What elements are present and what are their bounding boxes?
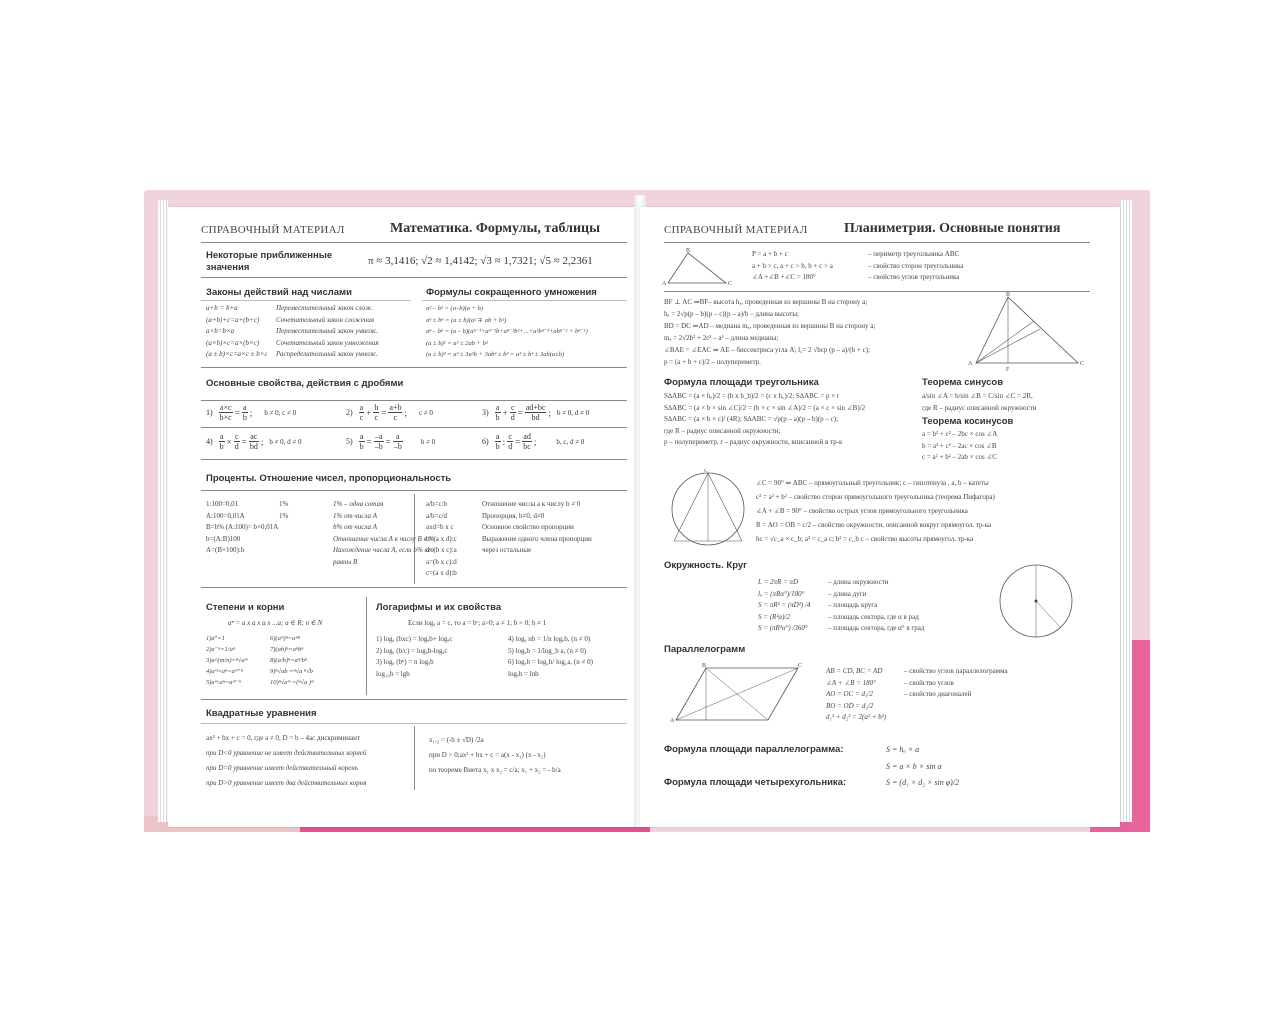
circle-diagram-icon <box>996 559 1080 643</box>
fraction-rule-2: 2) $\frac{a}{c}$ + $\frac{b}{c}$ = $\frac{a+b}{c}$ ; c ≠ 0 <box>346 403 433 422</box>
fractions-title: Основные свойства, действия с дробями <box>206 378 404 389</box>
tri-lines: BF ⊥ AC ⇒BF– высота hₐ, проведенная из вершины B на сторону a; hₐ = 2√p(p – b)(p – c)(p – a)/b – длина высоты; BD = DC ⇒AD – медиана mₐ, проведенная из вершины B на сторону a; mₐ = 2√2b² + 2c² – a² – длина медианы; ∠BAE = ∠EAC ⇒ AE – биссектриса угла A; l꜀= 2 √bcp (p – a)/(b + c); p = (a + b + c)/2 – полупериметр. <box>664 298 876 366</box>
fraction-rule-5: 5) $\frac{a}{b}$ = $\frac{-a}{-b}$ = $\frac{a}{-b}$ b ≠ 0 <box>346 432 436 451</box>
cosines-title: Теорема косинусов <box>922 416 1014 427</box>
approx-formula: π ≈ 3,1416; √2 ≈ 1,4142; √3 ≈ 1,7321; √5 ≈ 2,2361 <box>368 255 593 267</box>
svg-text:C: C <box>704 469 708 474</box>
para-area-f2: S = a × b × sin α <box>886 762 942 771</box>
right-header-label: СПРАВОЧНЫЙ МАТЕРИАЛ <box>664 224 808 236</box>
abbr-title: Формулы сокращенного умножения <box>426 287 597 298</box>
svg-text:B: B <box>1006 292 1011 298</box>
para-right: – свойство углов параллелограмма – свойство углов – свойство диагоналей <box>904 667 1008 698</box>
laws-formulas: a+b = b+a (a+b)+c=a+(b+c) a×b=b×a (a×b)×c=a×(b×c) (a ± b)×c=a×c ± b×c <box>206 304 268 358</box>
para-left: AB = CD, BC = AD ∠A + ∠B = 180° AO = OC = d₁/2 BO = OD = d₂/2 d₁² + d₂² = 2(a² + b²) <box>826 667 887 721</box>
triangle-diagram-icon <box>662 247 734 287</box>
svg-text:C: C <box>728 281 733 287</box>
parallelogram-diagram-icon <box>670 662 804 724</box>
left-header-label: СПРАВОЧНЫЙ МАТЕРИАЛ <box>201 224 345 236</box>
percent-col4: a/b=c:b a/b=c/d axd=b x c b=(a x d):c d=(b x c):a a=(b x c):d c=(a x d):b <box>426 500 457 577</box>
quad-title: Квадратные уравнения <box>206 708 317 719</box>
fraction-rule-3: 3) $\frac{a}{b}$ + $\frac{c}{d}$ = $\frac{ad+bc}{bd}$ ; b ≠ 0, d ≠ 0 <box>482 403 590 422</box>
quad-area-title: Формула площади четырехугольника: <box>664 777 847 788</box>
fraction-rule-1: 1) $\frac{a\times c}{b\times c}$ = $\frac{a}{b}$ ; b ≠ 0, c ≠ 0 <box>206 403 297 422</box>
svg-text:C: C <box>798 663 803 669</box>
percent-title: Проценты. Отношение чисел, пропорциональность <box>206 473 452 484</box>
percent-col2: 1% 1% <box>279 500 289 520</box>
cosines-lines: a = b² + c² – 2bc × cos ∠A b = a² + c² – 2ac × cos ∠B c = a² + b² – 2ab × cos ∠C <box>922 430 998 461</box>
circle-title: Окружность. Круг <box>664 560 748 571</box>
percent-col3: 1% – одна сотая 1% от числа А b% от числа А Отношение числа А к числу В в % Нахождение числа А, если b% его равны В <box>333 500 435 566</box>
approx-title-l2: значения <box>206 262 250 273</box>
tri-props-left: P = a + b + c a + b > c, a + c > b, b + c > a ∠A +∠B +∠C = 180° <box>752 250 833 281</box>
sines-title: Теорема синусов <box>922 377 1004 388</box>
left-header-title: Математика. Формулы, таблицы <box>390 221 601 236</box>
laws-descriptions: Переместительный закон слож. Сочетательный закон сложения Переместительный закон умнож. Сочетательный закон умножения Распределительный закон умнож. <box>276 304 379 358</box>
quad-left: ax² + bx + c = 0, где a ≠ 0, D = b – 4ac дискриминант при D<0 уравнение не имеет действительных корней при D=0 уравнение имеет действительный корень при D>0 уравнение имеет два действительных корня <box>206 734 367 787</box>
powers-def: aⁿ = a x a x a x ...a; a ∈ R; n ∈ N <box>228 619 323 627</box>
right-tri-lines: ∠C = 90° ⇒ ABC – прямоугольный треугольник; c – гипотенуза , a, b – катеты c² = a² + b² – свойство сторон прямоугольного треугольника (теорема Пифагора) ∠A + ∠B = 90° – свойство острых углов прямоугольного треугольника R = AO = OB = c/2 – свойство окружности, описанной вокруг прямоугол. тр-ка hc = √c_a × c_b; a² = c_a c; b² = c_b c – свойство высоты прямоугол. тр-ка <box>756 479 995 543</box>
laws-title: Законы действий над числами <box>206 287 352 298</box>
svg-text:B: B <box>686 248 691 254</box>
circle-right: – длина окружности – длина дуги – площадь круга – площадь сектора, где α в рад – площадь сектора, где α° в град <box>828 578 925 632</box>
right-page <box>640 207 1120 827</box>
para-title: Параллелограмм <box>664 644 746 655</box>
triangle-heights-diagram-icon <box>968 291 1088 371</box>
svg-text:B: B <box>702 663 707 669</box>
svg-text:A: A <box>670 718 675 724</box>
sines-lines: a/sin ∠A = b/sin ∠B = C/sin ∠C = 2R, где R – радиус описанной окружности <box>922 392 1037 412</box>
svg-text:F: F <box>1006 367 1010 371</box>
powers-title: Степени и корни <box>206 602 285 613</box>
logs-def: Если logₐ a = c, то a = bᶜ; a>0; a ≠ 1; b > 0; b ≠ 1 <box>408 619 547 627</box>
fraction-rule-6: 6) $\frac{a}{b}$ : $\frac{c}{d}$ = $\frac{ad}{bc}$ ; b, c, d ≠ 0 <box>482 432 585 451</box>
abbr-formulas: a² – b² = (a–b)(a + b) aⁿ ± bⁿ = (a ± b)(a² ∓ ab + b²) aⁿ – bⁿ = (a – b)(aⁿ⁻¹+aⁿ⁻²b+aⁿ⁻³b²+...+a²bⁿ⁻³+abⁿ⁻² + bⁿ⁻¹) (a ± b)² = a² ± 2ab + b² (a ± b)³ = a³ ± 3a²b + 3ab² ± b³ = a³ ± b³ ± 3ab(a±b) <box>426 305 588 358</box>
logs-right: 4) logₐ nb = 1/n logₐb, (n ≠ 0) 5) logₐb = 1/log_b a, (n ≠ 0) 6) logₐb = log꜀b/ log꜀a, (n ≠ 0) logₑb = lnb <box>508 635 593 678</box>
percent-col5: Отношение числа a к числу b ≠ 0 Пропорция, b≠0, d≠0 Основное свойство пропорции Выражение одного члена пропорции через остальные <box>482 500 592 554</box>
svg-text:A: A <box>662 281 667 287</box>
quad-area-f: S = (d₁ × d₂ × sin φ)/2 <box>886 778 960 787</box>
right-header-title: Планиметрия. Основные понятия <box>844 221 1061 236</box>
area-lines: S∆ABC = (a × hₐ)/2 = (b x h_b)/2 = (c x h꜀)/2; S∆ABC = p × r S∆ABC = (a × b × sin ∠C)/2 = (b × c × sin ∠A)/2 = (a × c × sin ∠B)/2 S∆ABC = (a × b × c)/ (4R); S∆ABC = √p(p – a)(p – b)(p – c); где R – радиус описанной окружности; p – полупериметр, r – радиус окружности, вписанной в тр-к <box>664 392 866 446</box>
area-title: Формула площади треугольника <box>664 377 819 388</box>
logs-left: 1) logₐ (bxc) = logₐb+ logₐc 2) logₐ (b/c) = logₐb-logₐc 3) logₐ (bⁿ) = n logₐb log₁₀b = lgb <box>376 635 453 678</box>
para-area-f1: S = hₐ × a <box>886 745 920 754</box>
circle-left: L = 2πR = πD lₐ = (πRα°)/180° S = πR² = (πD²) /4 S = (R²α)/2 S = (πR²α°) /360° <box>758 578 811 632</box>
svg-text:A: A <box>968 361 973 367</box>
percent-col1: 1:100=0,01 A:100=0,01A B=b% (A:100)= b×0,01A b=(A:B)100 A=(B×100):b <box>206 500 279 554</box>
tri-props-right: – периметр треугольника ABC – свойство сторон треугольника – свойство углов треугольника <box>868 250 964 281</box>
fraction-rule-4: 4) $\frac{a}{b}$ × $\frac{c}{d}$ = $\frac{ac}{bd}$ ; b ≠ 0, d ≠ 0 <box>206 432 302 451</box>
powers-right: 6)(aᵐ)ⁿ=aᵐⁿ 7)(ab)ⁿ=aⁿbⁿ 8)(a/b)ⁿ=aⁿ/bⁿ 9)ⁿ√ab =ⁿ√a ⁿ√b 10)ⁿ√aᵐ =(ⁿ√a )ᵐ <box>270 635 314 686</box>
logs-title: Логарифмы и их свойства <box>376 602 502 613</box>
circumscribed-circle-diagram-icon <box>668 469 748 549</box>
approx-title-l1: Некоторые приближенные <box>206 250 333 261</box>
left-page <box>168 207 638 827</box>
powers-left: 1)a⁰=1 2)a⁻ⁿ=1/aⁿ 3)a^(m/n)=ⁿ√aᵐ 4)aᵐ×aⁿ=aᵐ⁺ⁿ 5)aᵐ:aⁿ=aᵐ⁻ⁿ <box>206 635 248 686</box>
svg-text:C: C <box>1080 361 1085 367</box>
page-edges-left <box>158 200 168 822</box>
para-area-title: Формула площади параллелограмма: <box>664 744 844 755</box>
page-edges-right <box>1120 200 1132 822</box>
quad-right: x₁,₂ = (-b ± √D) /2a при D > 0;ax² + bx + c = a(x - x₁) (x - x₂) по теореме Виета x₁ x x₂ = c/a; x₁ + x₂ = - b/a <box>429 736 561 774</box>
